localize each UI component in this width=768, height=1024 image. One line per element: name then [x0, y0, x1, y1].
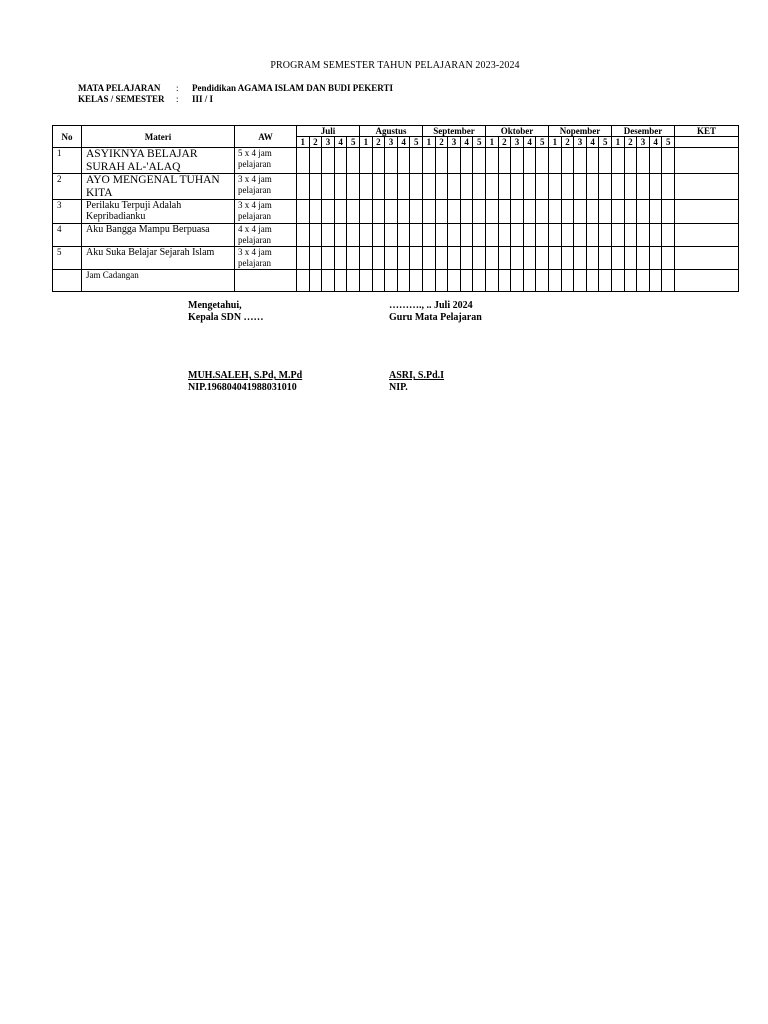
week-cell — [385, 174, 398, 200]
row-aw: 3 x 4 jam pelajaran — [235, 247, 297, 270]
week-cell — [297, 270, 310, 292]
week-number: 3 — [322, 137, 335, 148]
class-value: III / I — [192, 94, 214, 104]
week-number: 2 — [561, 137, 574, 148]
week-cell — [649, 174, 662, 200]
week-cell — [334, 247, 347, 270]
week-cell — [473, 270, 486, 292]
week-cell — [574, 247, 587, 270]
week-cell — [637, 224, 650, 247]
week-number: 3 — [574, 137, 587, 148]
week-cell — [586, 174, 599, 200]
sig-right-line1: ………., .. Juli 2024 — [389, 300, 473, 311]
week-cell — [523, 224, 536, 247]
reserve-label: Jam Cadangan — [82, 270, 235, 292]
week-number: 2 — [624, 137, 637, 148]
week-cell — [410, 270, 423, 292]
week-number: 4 — [523, 137, 536, 148]
week-cell — [523, 174, 536, 200]
week-cell — [423, 174, 436, 200]
row-aw — [235, 270, 297, 292]
week-cell — [549, 247, 562, 270]
week-cell — [410, 200, 423, 224]
week-cell — [347, 200, 360, 224]
row-number: 4 — [53, 224, 82, 247]
week-cell — [372, 200, 385, 224]
week-number: 5 — [410, 137, 423, 148]
week-cell — [322, 224, 335, 247]
week-cell — [473, 148, 486, 174]
week-number: 4 — [649, 137, 662, 148]
week-cell — [511, 148, 524, 174]
week-cell — [511, 270, 524, 292]
week-cell — [599, 174, 612, 200]
week-cell — [297, 200, 310, 224]
month-header: Agustus — [360, 126, 423, 137]
month-header: Juli — [297, 126, 360, 137]
materi-header: Materi — [82, 126, 235, 148]
row-aw: 3 x 4 jam pelajaran — [235, 174, 297, 200]
week-cell — [637, 247, 650, 270]
week-cell — [322, 270, 335, 292]
week-cell — [460, 224, 473, 247]
ket-cell — [675, 247, 739, 270]
week-cell — [322, 200, 335, 224]
week-cell — [460, 200, 473, 224]
ket-cell — [675, 174, 739, 200]
week-number: 5 — [536, 137, 549, 148]
table-row — [53, 247, 739, 270]
week-cell — [297, 224, 310, 247]
week-cell — [536, 270, 549, 292]
week-cell — [599, 200, 612, 224]
week-cell — [536, 247, 549, 270]
ket-cell — [675, 200, 739, 224]
week-cell — [536, 148, 549, 174]
week-cell — [435, 148, 448, 174]
week-cell — [662, 200, 675, 224]
week-cell — [486, 270, 499, 292]
week-cell — [561, 200, 574, 224]
class-row — [78, 94, 213, 104]
week-number: 5 — [599, 137, 612, 148]
week-cell — [624, 200, 637, 224]
sig-left-name: MUH.SALEH, S.Pd, M.Pd — [188, 370, 303, 381]
reserve-row — [53, 270, 739, 292]
week-cell — [536, 174, 549, 200]
week-cell — [511, 200, 524, 224]
table-row — [53, 148, 739, 174]
week-cell — [385, 247, 398, 270]
week-cell — [347, 148, 360, 174]
month-header: Desember — [612, 126, 675, 137]
week-cell — [523, 200, 536, 224]
week-cell — [549, 224, 562, 247]
week-cell — [561, 247, 574, 270]
row-materi: Aku Bangga Mampu Berpuasa — [82, 224, 235, 247]
week-cell — [435, 200, 448, 224]
week-cell — [347, 270, 360, 292]
week-number: 2 — [309, 137, 322, 148]
row-aw: 4 x 4 jam pelajaran — [235, 224, 297, 247]
week-cell — [662, 224, 675, 247]
semester-program-table — [52, 125, 739, 292]
week-number: 4 — [334, 137, 347, 148]
week-cell — [486, 200, 499, 224]
week-cell — [322, 247, 335, 270]
sig-right-line2: Guru Mata Pelajaran — [389, 312, 482, 323]
week-number: 3 — [511, 137, 524, 148]
sig-left-line1: Mengetahui, — [188, 300, 242, 311]
week-number: 3 — [637, 137, 650, 148]
week-cell — [397, 270, 410, 292]
week-cell — [372, 247, 385, 270]
row-number: 1 — [53, 148, 82, 174]
week-cell — [347, 224, 360, 247]
week-cell — [473, 224, 486, 247]
week-cell — [523, 270, 536, 292]
month-header: September — [423, 126, 486, 137]
week-cell — [435, 224, 448, 247]
week-cell — [486, 224, 499, 247]
week-cell — [586, 224, 599, 247]
week-cell — [460, 247, 473, 270]
week-cell — [486, 174, 499, 200]
ket-cell — [675, 148, 739, 174]
week-cell — [561, 148, 574, 174]
week-cell — [448, 148, 461, 174]
week-cell — [410, 224, 423, 247]
ket-cell — [675, 270, 739, 292]
week-number: 1 — [423, 137, 436, 148]
week-cell — [372, 174, 385, 200]
row-number: 2 — [53, 174, 82, 200]
week-cell — [385, 224, 398, 247]
week-cell — [385, 200, 398, 224]
week-cell — [599, 270, 612, 292]
week-cell — [637, 148, 650, 174]
week-cell — [549, 148, 562, 174]
row-number: 3 — [53, 200, 82, 224]
week-cell — [662, 270, 675, 292]
week-cell — [322, 174, 335, 200]
week-cell — [586, 200, 599, 224]
week-cell — [498, 247, 511, 270]
sig-right-nip: NIP. — [389, 382, 408, 393]
week-cell — [385, 148, 398, 174]
week-cell — [372, 270, 385, 292]
week-number: 1 — [549, 137, 562, 148]
row-aw: 5 x 4 jam pelajaran — [235, 148, 297, 174]
week-number: 1 — [360, 137, 373, 148]
week-number: 5 — [662, 137, 675, 148]
week-cell — [612, 174, 625, 200]
week-cell — [410, 247, 423, 270]
week-cell — [334, 200, 347, 224]
aw-header: AW — [235, 126, 297, 148]
week-number: 3 — [385, 137, 398, 148]
week-cell — [637, 200, 650, 224]
week-cell — [397, 200, 410, 224]
week-cell — [574, 270, 587, 292]
week-cell — [637, 270, 650, 292]
class-label: KELAS / SEMESTER — [78, 94, 165, 104]
week-cell — [372, 224, 385, 247]
week-cell — [460, 148, 473, 174]
sig-left-nip: NIP.196804041988031010 — [188, 382, 297, 393]
week-cell — [549, 200, 562, 224]
week-cell — [423, 224, 436, 247]
week-cell — [649, 224, 662, 247]
week-cell — [372, 148, 385, 174]
week-cell — [460, 270, 473, 292]
no-header: No — [53, 126, 82, 148]
week-cell — [637, 174, 650, 200]
week-cell — [448, 174, 461, 200]
week-cell — [448, 200, 461, 224]
week-cell — [397, 247, 410, 270]
week-number: 2 — [372, 137, 385, 148]
week-cell — [473, 200, 486, 224]
signature-left — [188, 300, 302, 394]
row-materi: Aku Suka Belajar Sejarah Islam — [82, 247, 235, 270]
row-materi: AYO MENGENAL TUHAN KITA — [82, 174, 235, 200]
week-cell — [435, 247, 448, 270]
month-header: Oktober — [486, 126, 549, 137]
week-cell — [360, 148, 373, 174]
week-cell — [423, 200, 436, 224]
week-number: 3 — [448, 137, 461, 148]
week-cell — [297, 174, 310, 200]
week-cell — [511, 247, 524, 270]
table-row — [53, 200, 739, 224]
page-title: PROGRAM SEMESTER TAHUN PELAJARAN 2023-2024 — [270, 60, 520, 71]
week-cell — [334, 224, 347, 247]
week-cell — [612, 270, 625, 292]
week-cell — [574, 148, 587, 174]
week-cell — [498, 174, 511, 200]
week-cell — [360, 174, 373, 200]
row-number: 5 — [53, 247, 82, 270]
week-cell — [448, 247, 461, 270]
week-cell — [309, 270, 322, 292]
ket-cell — [675, 224, 739, 247]
week-number: 5 — [347, 137, 360, 148]
week-cell — [624, 247, 637, 270]
row-aw: 3 x 4 jam pelajaran — [235, 200, 297, 224]
week-cell — [561, 174, 574, 200]
week-cell — [574, 174, 587, 200]
week-cell — [448, 270, 461, 292]
table-row — [53, 174, 739, 200]
week-cell — [612, 148, 625, 174]
week-cell — [334, 148, 347, 174]
week-cell — [435, 270, 448, 292]
week-cell — [586, 247, 599, 270]
week-cell — [397, 224, 410, 247]
week-cell — [612, 224, 625, 247]
week-cell — [498, 200, 511, 224]
week-cell — [297, 148, 310, 174]
row-materi: ASYIKNYA BELAJAR SURAH AL-'ALAQ — [82, 148, 235, 174]
week-cell — [561, 224, 574, 247]
week-cell — [347, 174, 360, 200]
subject-value: Pendidikan AGAMA ISLAM DAN BUDI PEKERTI — [192, 83, 393, 93]
week-cell — [423, 270, 436, 292]
week-cell — [624, 224, 637, 247]
week-cell — [334, 174, 347, 200]
ket-header: KET — [675, 126, 739, 137]
month-header-row — [53, 126, 739, 137]
week-cell — [662, 174, 675, 200]
week-cell — [662, 247, 675, 270]
week-cell — [586, 148, 599, 174]
table-row — [53, 224, 739, 247]
subject-row — [78, 83, 393, 93]
week-cell — [397, 148, 410, 174]
week-cell — [511, 174, 524, 200]
week-cell — [360, 270, 373, 292]
week-cell — [599, 247, 612, 270]
week-number: 1 — [297, 137, 310, 148]
week-cell — [624, 174, 637, 200]
week-cell — [473, 247, 486, 270]
week-cell — [309, 247, 322, 270]
week-number: 4 — [586, 137, 599, 148]
week-cell — [309, 200, 322, 224]
week-cell — [498, 224, 511, 247]
week-cell — [536, 224, 549, 247]
signature-right — [389, 300, 482, 394]
week-cell — [360, 247, 373, 270]
week-cell — [410, 148, 423, 174]
week-cell — [662, 148, 675, 174]
week-cell — [486, 148, 499, 174]
week-cell — [498, 270, 511, 292]
week-number: 5 — [473, 137, 486, 148]
week-cell — [460, 174, 473, 200]
week-cell — [599, 224, 612, 247]
week-cell — [649, 247, 662, 270]
week-cell — [448, 224, 461, 247]
week-cell — [624, 148, 637, 174]
subject-separator: : — [176, 83, 179, 93]
ket-subheader — [675, 137, 739, 148]
sig-left-line2: Kepala SDN …… — [188, 312, 264, 323]
week-cell — [397, 174, 410, 200]
week-cell — [649, 200, 662, 224]
week-cell — [586, 270, 599, 292]
week-cell — [523, 148, 536, 174]
week-cell — [435, 174, 448, 200]
week-cell — [574, 224, 587, 247]
week-cell — [423, 148, 436, 174]
week-cell — [309, 174, 322, 200]
week-cell — [360, 224, 373, 247]
week-cell — [549, 174, 562, 200]
week-cell — [612, 247, 625, 270]
subject-label: MATA PELAJARAN — [78, 83, 161, 93]
week-cell — [549, 270, 562, 292]
week-cell — [423, 247, 436, 270]
week-cell — [360, 200, 373, 224]
week-number: 4 — [460, 137, 473, 148]
week-number: 1 — [612, 137, 625, 148]
week-number: 4 — [397, 137, 410, 148]
week-cell — [486, 247, 499, 270]
week-number: 2 — [435, 137, 448, 148]
week-cell — [649, 148, 662, 174]
class-separator: : — [176, 94, 179, 104]
week-cell — [624, 270, 637, 292]
month-header: Nopember — [549, 126, 612, 137]
week-cell — [523, 247, 536, 270]
week-cell — [536, 200, 549, 224]
week-cell — [599, 148, 612, 174]
week-cell — [334, 270, 347, 292]
week-cell — [649, 270, 662, 292]
week-cell — [561, 270, 574, 292]
week-cell — [511, 224, 524, 247]
week-cell — [385, 270, 398, 292]
week-cell — [322, 148, 335, 174]
week-cell — [574, 200, 587, 224]
week-cell — [473, 174, 486, 200]
week-cell — [498, 148, 511, 174]
week-cell — [297, 247, 310, 270]
row-materi: Perilaku Terpuji Adalah Kepribadianku — [82, 200, 235, 224]
sig-right-name: ASRI, S.Pd.I — [389, 370, 445, 381]
week-cell — [347, 247, 360, 270]
row-number — [53, 270, 82, 292]
week-number: 2 — [498, 137, 511, 148]
week-cell — [612, 200, 625, 224]
week-cell — [410, 174, 423, 200]
week-number: 1 — [486, 137, 499, 148]
week-cell — [309, 148, 322, 174]
week-cell — [309, 224, 322, 247]
